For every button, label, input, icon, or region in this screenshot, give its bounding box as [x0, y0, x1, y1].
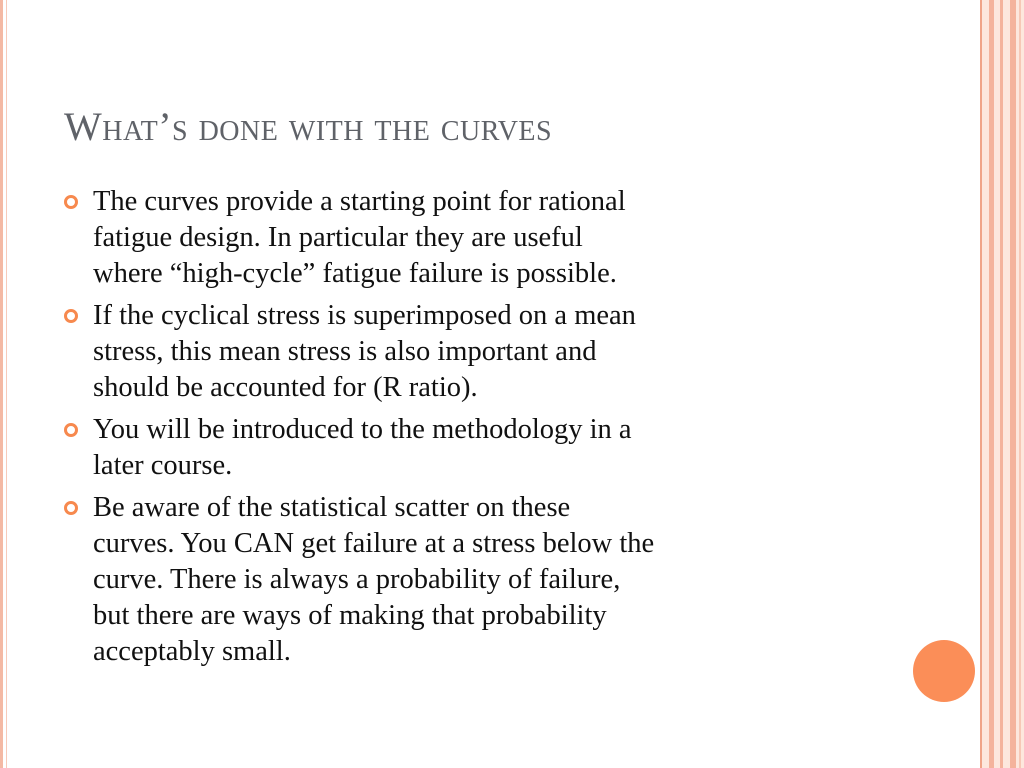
decorative-stripe [980, 0, 982, 768]
slide-title: What’s done with the curves [64, 104, 553, 149]
bullet-text: You will be introduced to the methodology in a later course. [93, 414, 632, 481]
bullet-circle-icon [64, 195, 78, 209]
bullet-circle-icon [64, 501, 78, 515]
decorative-stripe [1000, 0, 1003, 768]
bullet-item [64, 298, 904, 406]
bullet-item [64, 412, 904, 484]
decorative-stripe [1010, 0, 1016, 768]
bullet-circle-icon [64, 309, 78, 323]
decorative-stripe [6, 0, 7, 768]
bullet-item [64, 184, 904, 292]
bullet-item [64, 490, 904, 670]
bullet-list [64, 184, 904, 676]
decorative-stripe [989, 0, 994, 768]
accent-circle-icon [913, 640, 975, 702]
bullet-text: If the cyclical stress is superimposed on a mean stress, this mean stress is also important and should be accounted for (R ratio). [93, 300, 636, 403]
decorative-stripe [0, 0, 3, 768]
bullet-text: The curves provide a starting point for rational fatigue design. In particular they are useful where “high-cycle” fatigue failure is possible. [93, 186, 626, 289]
bullet-circle-icon [64, 423, 78, 437]
decorative-stripe [1019, 0, 1021, 768]
bullet-text: Be aware of the statistical scatter on these curves. You CAN get failure at a stress below the curve. There is always a probability of failure, but there are ways of making that probability acceptably small. [93, 492, 655, 667]
